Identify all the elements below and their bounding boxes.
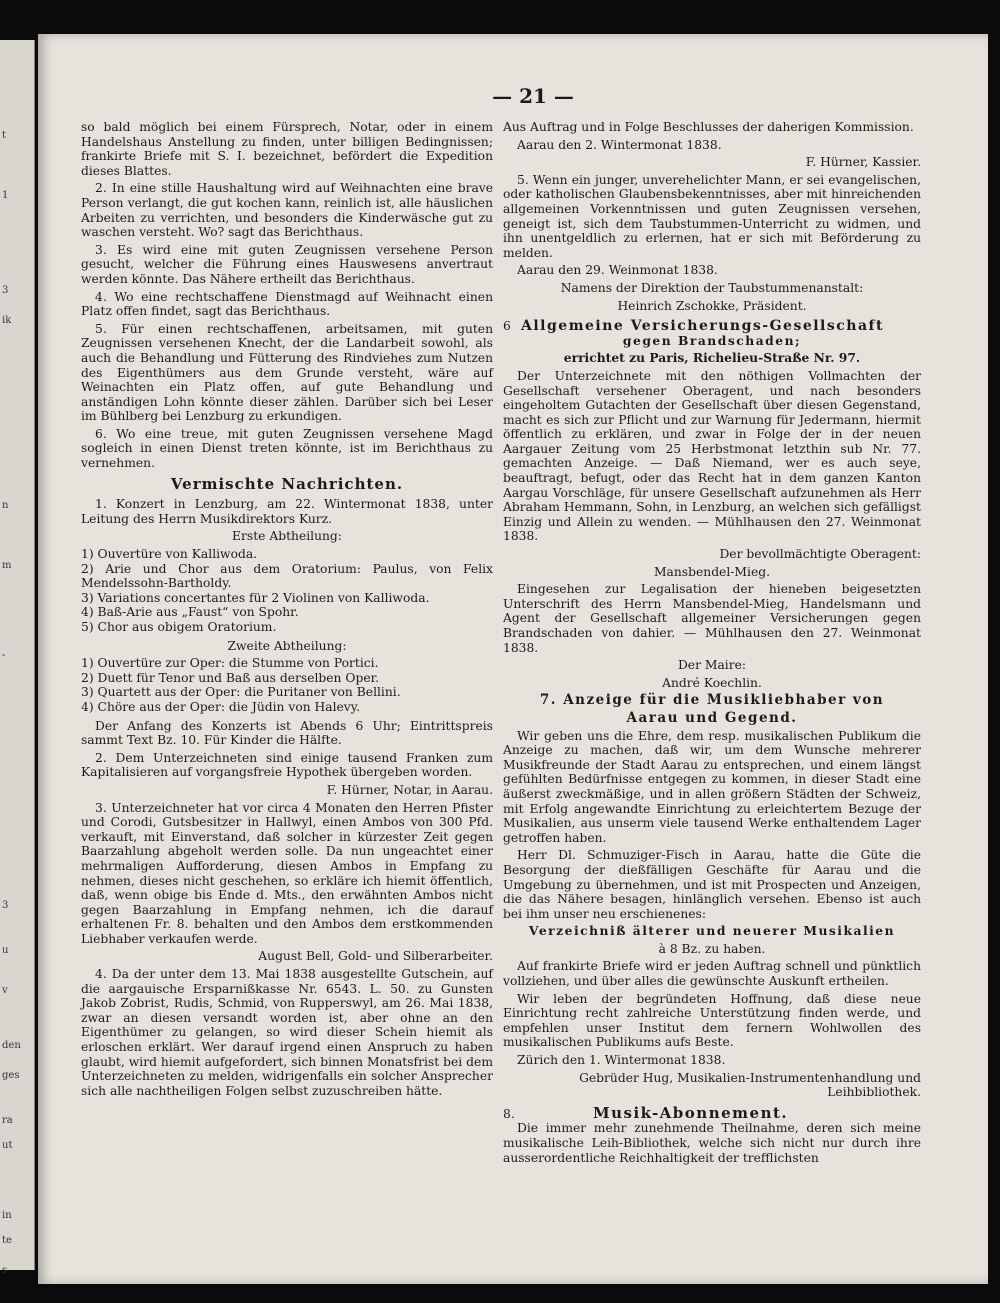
prev-fragment: in (2, 1210, 12, 1221)
notice-item-5-signature: Heinrich Zschokke, Präsident. (617, 298, 807, 313)
notice-item-5-date: Aarau den 29. Weinmonat 1838. (517, 263, 718, 278)
insurance-heading (503, 319, 921, 334)
insurance-title: Allgemeine Versicherungs-Gesellschaft (521, 318, 885, 335)
music-catalog-price: à 8 Bz. zu haben. (658, 941, 766, 956)
commission-date: Aarau den 2. Wintermonat 1838. (517, 137, 722, 152)
commission-signature: F. Hürner, Kassier. (805, 155, 921, 170)
insurance-address: errichtet zu Paris, Richelieu-Straße Nr. 97. (563, 350, 861, 366)
notice-item-2: 2. Dem Unterzeichneten sind einige tausend Franken zum Kapitalisieren auf vorgangsfreie Hypothek übergeben worden. (81, 750, 493, 780)
prev-fragment: te (2, 1235, 12, 1246)
abonnement-body: Die immer mehr zunehmende Theilnahme, deren sich meine musikalische Leih-Bibliothek, welche sich nicht nur durch ihre ausserordentliche Reichhaltigkeit der trefflichsten (503, 1121, 921, 1165)
insurance-subtitle: gegen Brandschaden; (622, 332, 802, 348)
prev-fragment: den (2, 1040, 21, 1051)
prev-fragment: t (2, 130, 7, 141)
prev-fragment: v (2, 985, 8, 996)
music-notice-p3: Auf frankirte Briefe wird er jeden Auftrag schnell und pünktlich vollziehen, und über alles die gewünschte Auskunft ertheilen. (503, 959, 921, 989)
program-item: 2) Arie und Chor aus dem Oratorium: Paulus, von Felix Mendelssohn-Bartholdy. (81, 561, 493, 591)
konzert-info: Der Anfang des Konzerts ist Abends 6 Uhr; Eintrittspreis sammt Text Bz. 10. Für Kinder die Hälfte. (81, 718, 493, 748)
prev-fragment: - (2, 650, 6, 661)
insurance-agent-label: Der bevollmächtigte Oberagent: (719, 547, 921, 562)
ad-item-2: 2. In eine stille Haushaltung wird auf Weihnachten eine brave Person verlangt, die gut kochen kann, reinlich ist, alle häuslichen Arbeiten zu verrichten, und besonders die Kinderwäsche gut zu waschen versteht. Wo? sagt das Berichthaus. (81, 181, 493, 240)
ad-item-5: 5. Für einen rechtschaffenen, arbeitsamen, mit guten Zeugnissen versehenen Knecht, der die Landarbeit sowohl, als auch die Behandlung und Fütterung des Rindviehes zum Nutzen des Eigenthümers aus dem Grunde versteht, wäre auf Weinachten ein Platz offen, auf gute Behandlung und anständigen Lohn könnte dieser zählen. Darüber sich bei Leser im Bühlberg bei Lenzburg zu erkundigen. (81, 321, 493, 424)
notice-item-3: 3. Unterzeichneter hat vor circa 4 Monaten den Herren Pfister und Corodi, Gutsbesitzer in Hallwyl, einen Ambos von 300 Pfd. verkauft, mit Einverstand, daß solcher in kürzester Zeit gegen Baarzahlung abgeholt werden solle. Da nun ungeachtet einer mehrmaligen Aufforderung, diesen Ambos in Empfang zu nehmen, dieses nicht geschehen, so erkläre ich hiemit öffentlich, daß, wenn obige bis Ende d. Mts., den erwähnten Ambos nicht gegen Baarzahlung in Empfang nehmen, ich die darauf erhaltenen Fr. 8. behalten und den Ambos dem erstkommenden Liebhaber verkaufen werde. (81, 800, 493, 946)
erste-abtheilung-list (81, 547, 493, 635)
ad-item-6: 6. Wo eine treue, mit guten Zeugnissen versehene Magd sogleich in einen Dienst treten könnte, ist im Berichthaus zu vernehmen. (81, 426, 493, 471)
music-notice-date: Zürich den 1. Wintermonat 1838. (517, 1053, 726, 1068)
prev-fragment: ik (2, 315, 12, 326)
program-item: 3) Variations concertantes für 2 Violinen von Kalliwoda. (81, 590, 430, 605)
maire-name: André Koechlin. (662, 675, 762, 690)
prev-fragment: u (2, 945, 9, 956)
commission-notice: Aus Auftrag und in Folge Beschlusses der daherigen Kommission. (503, 120, 914, 134)
prev-fragment: n (2, 500, 9, 511)
prev-fragment: ra (2, 1115, 13, 1126)
abonnement-number: 8. (503, 1106, 515, 1121)
music-notice-p4: Wir leben der begründeten Hoffnung, daß diese neue Einrichtung recht zahlreiche Unterstützung finden werde, und empfehlen unser Institut dem fernern Wohlwollen des musikalischen Publikums aufs Beste. (503, 991, 921, 1050)
music-notice-subtitle: Aarau und Gegend. (626, 709, 798, 726)
section-title-vermischte: Vermischte Nachrichten. (170, 474, 404, 493)
ad-item-3: 3. Es wird eine mit guten Zeugnissen versehene Person gesucht, welcher die Führung eines Hauswesens anvertraut werden könnte. Das Nähere ertheilt das Berichthaus. (81, 242, 493, 286)
program-item: 1) Ouvertüre zur Oper: die Stumme von Portici. (81, 656, 379, 671)
page-number: — 21 — (492, 84, 574, 108)
insurance-agent-name: Mansbendel-Mieg. (653, 564, 771, 579)
prev-fragment: ut (2, 1140, 13, 1151)
music-notice-p2: Herr Dl. Schmuziger-Fisch in Aarau, hatte die Güte die Besorgung der dießfälligen Geschäfte für Aarau und die Umgebung zu übernehmen, und ist mit Prospecten und Anzeigen, die das Nähere besagen, hinlänglich versehen. Ebenso ist auch bei ihm unser neu erschienenes: (503, 848, 921, 921)
notice-item-4: 4. Da der unter dem 13. Mai 1838 ausgestellte Gutschein, auf die aargauische Ersparnißkasse Nr. 6543. L. 50. zu Gunsten Jakob Zobrist, Rudis, Schmid, von Rupperswyl, am 26. Mai 1838, zwar an diesen versandt worden ist, aber ohne an den Eigenthümer zu gelangen, so wird dieser Schein hiemit als erloschen erklärt. Wer darauf irgend einen Anspruch zu haben glaubt, wird hiemit aufgefordert, sich binnen Monatsfrist bei dem Unterzeichneten zu melden, widrigenfalls ein solcher Ansprecher sich alle nachtheiligen Folgen selbst zuzuschreiben hätte. (81, 967, 493, 1098)
prev-fragment: 1 (2, 190, 9, 201)
left-column (81, 120, 493, 1101)
music-notice-p1: Wir geben uns die Ehre, dem resp. musikalischen Publikum die Anzeige zu machen, daß wir, um dem Wunsche mehrerer Musikfreunde der Stadt Aarau zu entsprechen, und einem längst gefühlten Bedürfnisse entgegen zu kommen, in dieser Stadt eine äußerst zweckmäßige, und in allen größern Städten der Schweiz, mit Erfolg angewandte Einrichtung zu erleichtertem Bezuge der Musikalien, aus unserm viele tausend Werke enthaltendem Lager getroffen haben. (503, 728, 921, 845)
program-item: 4) Baß-Arie aus „Faust“ von Spohr. (81, 605, 299, 620)
ad-continuation: so bald möglich bei einem Fürsprech, Notar, oder in einem Handelshaus Anstellung zu finden, unter billigen Bedingnissen; frankirte Briefe mit S. I. bezeichnet, befördert die Expedition dieses Blattes. (81, 120, 493, 178)
music-catalog-title: Verzeichniß älterer und neuerer Musikalien (528, 923, 896, 939)
erste-abtheilung-title: Erste Abtheilung: (232, 529, 342, 544)
insurance-body: Der Unterzeichnete mit den nöthigen Vollmachten der Gesellschaft versehener Oberagent, und nach besonders eingeholtem Gutachten der Gesellschaft über diesen Gegenstand, macht es sich zur Pflicht und zur Warnung für Jedermann, hiermit öffentlich zu erklären, und zwar in Folge der in der neuen Aargauer Zeitung vom 25 Herbstmonat letzthin sub Nr. 77. gemachten Anzeige. — Daß Niemand, wer es auch seye, beauftragt, befugt, oder das Recht hat in dem ganzen Kanton Aargau Vorschläge, für unsere Gesellschaft aufzunehmen als Herr Abraham Hemmann, Sohn, in Lenzburg, an welchen sich gefälligst Einzig und Allein zu wenden. — Mühlhausen den 27. Weinmonat 1838. (503, 368, 921, 544)
zweite-abtheilung-list (81, 656, 493, 714)
notice-item-5: 5. Wenn ein junger, unverehelichter Mann, er sei evangelischen, oder katholischen Glaubensbekenntnisses, aber mit hinreichenden allgemeinen Vorkenntnissen und guten Zeugnissen versehen, geneigt ist, sich dem Taubstummen-Unterricht zu widmen, und ihn unentgeldlich zu erlernen, hat er sich mit Beförderung zu melden. (503, 172, 921, 260)
right-column (503, 120, 921, 1168)
legalisation-text: Eingesehen zur Legalisation der hieneben beigesetzten Unterschrift des Herrn Mansbendel-Mieg, Handelsmann und Agent der Gesellschaft allgemeiner Versicherungen gegen Brandschaden von dahier. — Mühlhausen den 27. Weinmonat 1838. (503, 582, 921, 655)
prev-fragment: 3 (2, 900, 9, 911)
newspaper-page (38, 34, 988, 1284)
insurance-number: 6 (503, 319, 511, 334)
prev-fragment: ges (2, 1070, 20, 1081)
prev-fragment: m (2, 560, 12, 571)
prev-fragment: 3 (2, 285, 9, 296)
abonnement-title: Musik-Abonnement. (593, 1103, 789, 1122)
ad-item-4: 4. Wo eine rechtschaffene Dienstmagd auf Weihnacht einen Platz offen findet, sagt das Berichthaus. (81, 289, 493, 319)
abonnement-heading (503, 1103, 921, 1122)
konzert-intro: 1. Konzert in Lenzburg, am 22. Wintermonat 1838, unter Leitung des Herrn Musikdirektors Kurz. (81, 497, 493, 526)
maire-label: Der Maire: (677, 658, 747, 673)
music-notice-signature: Gebrüder Hug, Musikalien-Instrumentenhandlung und Leihbibliothek. (579, 1070, 921, 1100)
notice-item-5-signature-line: Namens der Direktion der Taubstummenanstalt: (560, 280, 864, 295)
zweite-abtheilung-title: Zweite Abtheilung: (227, 638, 347, 653)
program-item: 4) Chöre aus der Oper: die Jüdin von Halevy. (81, 699, 360, 714)
music-notice-title: 7. Anzeige für die Musikliebhaber von (539, 692, 885, 709)
notice-item-3-signature: August Bell, Gold- und Silberarbeiter. (258, 949, 493, 964)
notice-item-2-signature: F. Hürner, Notar, in Aarau. (326, 782, 493, 797)
program-item: 1) Ouvertüre von Kalliwoda. (81, 547, 258, 562)
program-item: 3) Quartett aus der Oper: die Puritaner von Bellini. (81, 685, 401, 700)
program-item: 5) Chor aus obigem Oratorium. (81, 620, 277, 634)
previous-page-edge (0, 40, 35, 1276)
program-item: 2) Duett für Tenor und Baß aus derselben Oper. (81, 670, 380, 685)
prev-fragment: s (2, 1265, 8, 1276)
